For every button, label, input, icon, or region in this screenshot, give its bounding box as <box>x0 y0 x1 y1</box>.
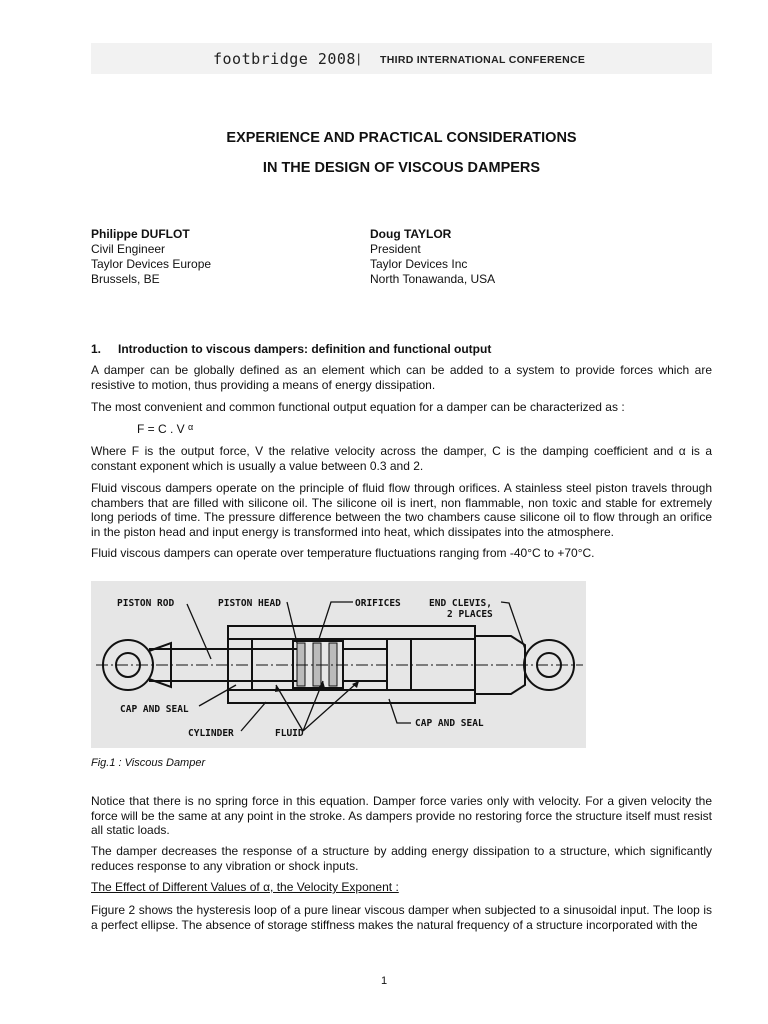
paragraph: The damper decreases the response of a structure by adding energy dissipation to a structure, which significantly reduces response to any vibration or shock inputs. <box>91 844 712 873</box>
section-title: Introduction to viscous dampers: definition and functional output <box>118 342 492 356</box>
paragraph: Notice that there is no spring force in this equation. Damper force varies only with velocity. For a given velocity the force will be the same at any point in the stroke. As dampers provide no restoring force the structure itself must resist all static loads. <box>91 794 712 837</box>
header-separator: | <box>357 51 361 66</box>
page-number: 1 <box>380 975 388 987</box>
figure-caption: Fig.1 : Viscous Damper <box>91 757 206 769</box>
label-piston-head: PISTON HEAD <box>218 598 281 609</box>
paragraph: A damper can be globally defined as an element which can be added to a system to provide forces which are resistive to motion, thus providing a means of energy dissipation. <box>91 363 712 392</box>
label-cap-seal-left: CAP AND SEAL <box>120 704 189 715</box>
subheading: The Effect of Different Values of α, the Velocity Exponent : <box>91 880 399 894</box>
section-number: 1. <box>91 342 102 356</box>
label-cap-seal-right: CAP AND SEAL <box>415 718 484 729</box>
paragraph: Figure 2 shows the hysteresis loop of a pure linear viscous damper when subjected to a sinusoidal input. The loop is a perfect ellipse. The absence of storage stiffness makes the natural frequency of a structure incorporated with the <box>91 903 712 932</box>
author-name: Doug TAYLOR <box>370 227 452 241</box>
paragraph: The most convenient and common functional output equation for a damper can be characterized as : <box>91 400 625 414</box>
paper-title-line1: EXPERIENCE AND PRACTICAL CONSIDERATIONS <box>226 130 577 146</box>
paragraph: Fluid viscous dampers operate on the principle of fluid flow through orifices. A stainless steel piston travels through chambers that are filled with silicone oil. The silicone oil is inert, non flammable, non toxic and stable for extremely long periods of time. The pressure difference between the two chambers cause silicone oil to flow through an orifice in the piston head and input energy is transformed into heat, which dissipates into the atmosphere. <box>91 481 712 539</box>
author-location: North Tonawanda, USA <box>370 272 496 286</box>
author-location: Brussels, BE <box>91 272 160 286</box>
author-role: President <box>370 242 421 256</box>
label-fluid: FLUID <box>275 728 304 739</box>
label-piston-rod: PISTON ROD <box>117 598 175 609</box>
equation-body: F = C . V <box>137 422 185 436</box>
author-block-2 <box>370 227 495 287</box>
label-orifices: ORIFICES <box>355 598 401 609</box>
label-end-clevis: END CLEVIS, <box>429 598 492 609</box>
conference-name: THIRD INTERNATIONAL CONFERENCE <box>380 54 586 66</box>
author-company: Taylor Devices Europe <box>91 257 212 271</box>
paragraph: Where F is the output force, V the relative velocity across the damper, C is the damping coefficient and α is a constant exponent which is usually a value between 0.3 and 2. <box>91 444 712 473</box>
viscous-damper-figure <box>91 581 586 748</box>
section-heading <box>91 342 491 356</box>
paper-title-line2: IN THE DESIGN OF VISCOUS DAMPERS <box>262 160 541 176</box>
author-block-1 <box>91 227 211 287</box>
author-name: Philippe DUFLOT <box>91 227 190 241</box>
damper-diagram <box>91 581 586 748</box>
equation-exponent: α <box>188 422 194 432</box>
label-cylinder: CYLINDER <box>188 728 234 739</box>
label-end-clevis-places: 2 PLACES <box>447 609 493 620</box>
paragraph: Fluid viscous dampers can operate over temperature fluctuations ranging from -40°C to +70°C. <box>91 546 595 560</box>
author-role: Civil Engineer <box>91 242 166 256</box>
conference-logo: footbridge 2008 <box>213 50 356 68</box>
author-company: Taylor Devices Inc <box>370 257 468 271</box>
equation <box>137 422 193 436</box>
